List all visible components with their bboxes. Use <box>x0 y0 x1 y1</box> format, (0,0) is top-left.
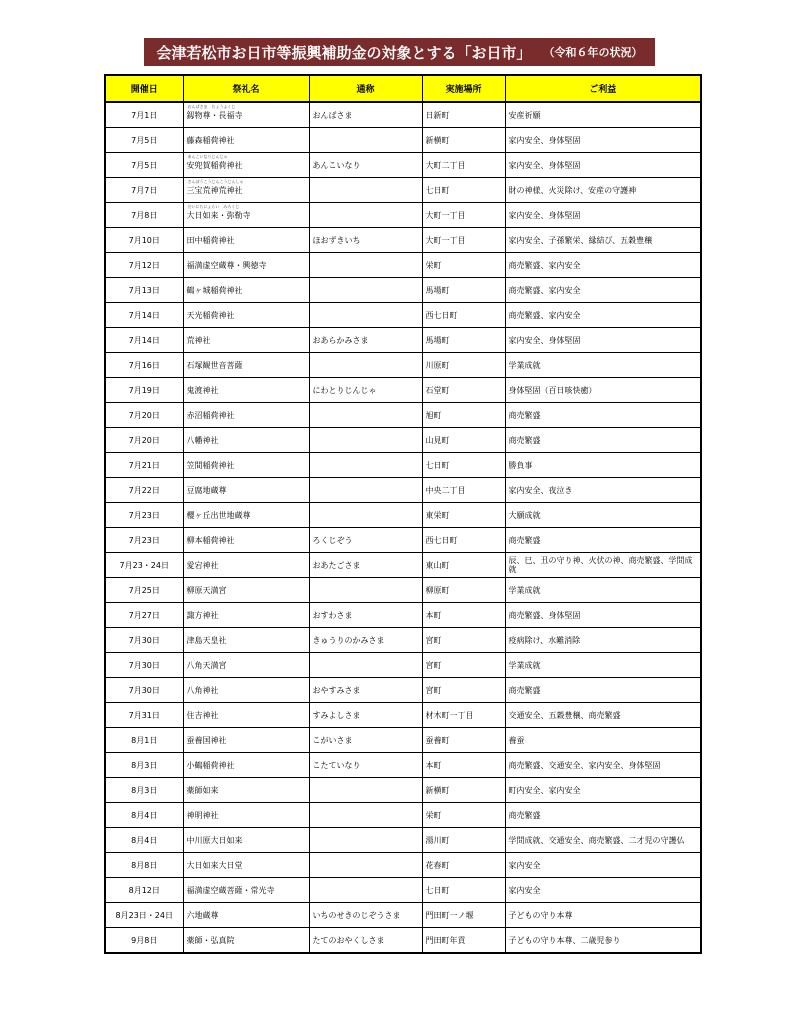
table-row <box>105 353 701 378</box>
cell-festival-name: 諏方神社 <box>183 603 309 628</box>
cell-benefit: 家内安全、身体堅固 <box>505 328 701 353</box>
cell-benefit: 家内安全、夜泣き <box>505 478 701 503</box>
cell-alias <box>309 353 422 378</box>
cell-date: 7月22日 <box>105 478 183 503</box>
cell-place: 東栄町 <box>422 503 505 528</box>
cell-place: 大町一丁目 <box>422 228 505 253</box>
cell-benefit: 子どもの守り本尊 <box>505 903 701 928</box>
page-title-banner <box>144 38 655 66</box>
table-row <box>105 778 701 803</box>
cell-alias <box>309 828 422 853</box>
cell-date: 7月30日 <box>105 678 183 703</box>
cell-place: 山見町 <box>422 428 505 453</box>
cell-date: 7月16日 <box>105 353 183 378</box>
cell-date: 8月3日 <box>105 778 183 803</box>
cell-place: 湯川町 <box>422 828 505 853</box>
cell-benefit: 家内安全、身体堅固 <box>505 203 701 228</box>
table-row <box>105 453 701 478</box>
cell-date: 7月31日 <box>105 703 183 728</box>
cell-place: 川原町 <box>422 353 505 378</box>
cell-benefit: 安産祈願 <box>505 102 701 128</box>
cell-alias: おんばさま <box>309 102 422 128</box>
table-row <box>105 428 701 453</box>
cell-alias <box>309 428 422 453</box>
table-row <box>105 102 701 128</box>
cell-festival-name: 櫻ヶ丘出世地蔵尊 <box>183 503 309 528</box>
cell-place: 西七日町 <box>422 303 505 328</box>
cell-benefit: 商売繁盛 <box>505 428 701 453</box>
cell-festival-name <box>183 178 309 203</box>
cell-benefit: 家内安全、子孫繁栄、縁結び、五穀豊穣 <box>505 228 701 253</box>
cell-alias: にわとりじんじゃ <box>309 378 422 403</box>
cell-place: 石堂町 <box>422 378 505 403</box>
cell-date: 7月19日 <box>105 378 183 403</box>
cell-festival-name: 荒神社 <box>183 328 309 353</box>
cell-alias: おすわさま <box>309 603 422 628</box>
table-row <box>105 578 701 603</box>
cell-benefit: 商売繁盛、家内安全 <box>505 278 701 303</box>
cell-alias <box>309 653 422 678</box>
cell-alias: いちのせきのじぞうさま <box>309 903 422 928</box>
cell-benefit: 交通安全、五穀豊穣、商売繁盛 <box>505 703 701 728</box>
cell-date: 8月23日・24日 <box>105 903 183 928</box>
table-row <box>105 203 701 228</box>
cell-place: 新横町 <box>422 128 505 153</box>
cell-benefit: 商売繁盛、家内安全 <box>505 253 701 278</box>
table-row <box>105 903 701 928</box>
table-row <box>105 928 701 954</box>
festival-name-text: 大日如来・弥勒寺 <box>186 210 251 220</box>
cell-place: 門田町年貢 <box>422 928 505 954</box>
cell-festival-name: 神明神社 <box>183 803 309 828</box>
page-title: 会津若松市お日市等振興補助金の対象とする「お日市」 <box>156 43 532 62</box>
cell-festival-name: 笠間稲荷神社 <box>183 453 309 478</box>
table-row <box>105 328 701 353</box>
cell-date: 7月7日 <box>105 178 183 203</box>
cell-alias: きゅうりのかみさま <box>309 628 422 653</box>
cell-benefit: 学業成就 <box>505 653 701 678</box>
cell-benefit: 学問成就、交通安全、商売繁盛、二才児の守護仏 <box>505 828 701 853</box>
cell-festival-name: 鬼渡神社 <box>183 378 309 403</box>
cell-benefit: 商売繁盛、身体堅固 <box>505 603 701 628</box>
cell-benefit: 家内安全 <box>505 878 701 903</box>
cell-festival-name: 六地蔵尊 <box>183 903 309 928</box>
cell-place: 本町 <box>422 603 505 628</box>
cell-alias: たてのおやくしさま <box>309 928 422 954</box>
cell-festival-name: 愛宕神社 <box>183 553 309 578</box>
furigana-reading: おんばさま ちょうふくじ <box>187 104 236 109</box>
table-row <box>105 228 701 253</box>
cell-date: 8月4日 <box>105 803 183 828</box>
cell-place: 宮町 <box>422 653 505 678</box>
cell-place: 本町 <box>422 753 505 778</box>
cell-place: 宮町 <box>422 628 505 653</box>
table-row <box>105 703 701 728</box>
table-row <box>105 503 701 528</box>
cell-alias <box>309 203 422 228</box>
cell-festival-name: 八角神社 <box>183 678 309 703</box>
cell-festival-name: 石塚観世音菩薩 <box>183 353 309 378</box>
cell-benefit: 大願成就 <box>505 503 701 528</box>
festival-name-text: 三宝荒神荒神社 <box>186 185 243 195</box>
furigana-reading: だいにちにょらい みろくじ <box>187 204 240 209</box>
cell-benefit: 家内安全、身体堅固 <box>505 153 701 178</box>
cell-date: 7月12日 <box>105 253 183 278</box>
cell-benefit: 商売繁盛 <box>505 528 701 553</box>
cell-benefit: 家内安全 <box>505 853 701 878</box>
cell-date: 7月5日 <box>105 153 183 178</box>
cell-date: 9月8日 <box>105 928 183 954</box>
furigana-reading: あんこいなりじんじゃ <box>187 154 228 159</box>
cell-benefit: 学業成就 <box>505 578 701 603</box>
table-row <box>105 303 701 328</box>
cell-place: 門田町一ノ堰 <box>422 903 505 928</box>
cell-alias <box>309 278 422 303</box>
cell-benefit: 商売繁盛 <box>505 678 701 703</box>
cell-alias: おやすみさま <box>309 678 422 703</box>
cell-date: 7月20日 <box>105 403 183 428</box>
cell-benefit: 財の神様、火災除け、安産の守護神 <box>505 178 701 203</box>
cell-benefit: 商売繁盛 <box>505 403 701 428</box>
table-row <box>105 628 701 653</box>
cell-date: 7月27日 <box>105 603 183 628</box>
table-row <box>105 378 701 403</box>
cell-alias <box>309 128 422 153</box>
cell-festival-name: 田中稲荷神社 <box>183 228 309 253</box>
cell-benefit: 学業成就 <box>505 353 701 378</box>
table-row <box>105 153 701 178</box>
cell-alias: すみよしさま <box>309 703 422 728</box>
cell-benefit: 辰、巳、丑の守り神、火伏の神、商売繁盛、学問成就 <box>505 553 701 578</box>
cell-alias <box>309 478 422 503</box>
cell-benefit: 勝負事 <box>505 453 701 478</box>
cell-date: 7月13日 <box>105 278 183 303</box>
cell-date: 7月14日 <box>105 328 183 353</box>
cell-festival-name: 赤沼稲荷神社 <box>183 403 309 428</box>
cell-festival-name: 福満虚空蔵菩薩・常光寺 <box>183 878 309 903</box>
table-row <box>105 603 701 628</box>
cell-alias: おあたごさま <box>309 553 422 578</box>
header-alias: 通称 <box>309 75 422 102</box>
cell-benefit: 養蚕 <box>505 728 701 753</box>
cell-alias <box>309 803 422 828</box>
table-row <box>105 728 701 753</box>
cell-alias: おあらかみさま <box>309 328 422 353</box>
header-date: 開催日 <box>105 75 183 102</box>
table-row <box>105 828 701 853</box>
cell-date: 7月1日 <box>105 102 183 128</box>
cell-benefit: 子どもの守り本尊、二歳児参り <box>505 928 701 954</box>
table-row <box>105 403 701 428</box>
cell-place: 蚕養町 <box>422 728 505 753</box>
header-festival-name: 祭礼名 <box>183 75 309 102</box>
cell-alias <box>309 878 422 903</box>
table-row <box>105 653 701 678</box>
cell-place: 花春町 <box>422 853 505 878</box>
cell-festival-name: 鶴ヶ城稲荷神社 <box>183 278 309 303</box>
cell-place: 宮町 <box>422 678 505 703</box>
cell-festival-name: 八角天満宮 <box>183 653 309 678</box>
cell-festival-name: 蚕養国神社 <box>183 728 309 753</box>
cell-alias <box>309 303 422 328</box>
cell-festival-name: 薬師・弘真院 <box>183 928 309 954</box>
cell-benefit: 身体堅固（百日咳快癒） <box>505 378 701 403</box>
cell-date: 7月20日 <box>105 428 183 453</box>
cell-alias <box>309 853 422 878</box>
header-benefit: ご利益 <box>505 75 701 102</box>
cell-alias <box>309 778 422 803</box>
cell-date: 7月8日 <box>105 203 183 228</box>
cell-date: 8月8日 <box>105 853 183 878</box>
cell-place: 材木町一丁目 <box>422 703 505 728</box>
cell-benefit: 商売繁盛、交通安全、家内安全、身体堅固 <box>505 753 701 778</box>
festival-name-text: 釼物尊・長福寺 <box>186 110 243 120</box>
cell-place: 西七日町 <box>422 528 505 553</box>
table-row <box>105 278 701 303</box>
table-row <box>105 128 701 153</box>
cell-place: 七日町 <box>422 178 505 203</box>
table-row <box>105 753 701 778</box>
page-subtitle: （令和６年の状況） <box>543 46 643 59</box>
cell-alias <box>309 578 422 603</box>
cell-festival-name: 福満虚空蔵尊・興徳寺 <box>183 253 309 278</box>
cell-place: 東山町 <box>422 553 505 578</box>
table-row <box>105 678 701 703</box>
cell-place: 日新町 <box>422 102 505 128</box>
festival-name-text: 安兜賀稲荷神社 <box>186 160 243 170</box>
header-place: 実施場所 <box>422 75 505 102</box>
cell-benefit: 家内安全、身体堅固 <box>505 128 701 153</box>
cell-place: 旭町 <box>422 403 505 428</box>
cell-festival-name: 住吉神社 <box>183 703 309 728</box>
table-row <box>105 853 701 878</box>
cell-date: 8月12日 <box>105 878 183 903</box>
cell-date: 8月3日 <box>105 753 183 778</box>
cell-festival-name: 柳原天満宮 <box>183 578 309 603</box>
cell-festival-name: 小鶴稲荷神社 <box>183 753 309 778</box>
cell-festival-name: 大日如来大日堂 <box>183 853 309 878</box>
cell-date: 7月23日 <box>105 528 183 553</box>
cell-alias <box>309 253 422 278</box>
cell-place: 馬場町 <box>422 278 505 303</box>
festival-table <box>104 74 702 954</box>
cell-benefit: 疫病除け、水難消除 <box>505 628 701 653</box>
cell-place: 栄町 <box>422 253 505 278</box>
cell-festival-name: 八幡神社 <box>183 428 309 453</box>
table-row <box>105 528 701 553</box>
cell-date: 7月30日 <box>105 628 183 653</box>
cell-alias: こがいさま <box>309 728 422 753</box>
cell-benefit: 商売繁盛 <box>505 803 701 828</box>
cell-date: 8月4日 <box>105 828 183 853</box>
cell-festival-name: 天光稲荷神社 <box>183 303 309 328</box>
cell-place: 大町一丁目 <box>422 203 505 228</box>
cell-alias <box>309 403 422 428</box>
cell-festival-name <box>183 153 309 178</box>
cell-date: 7月23日 <box>105 503 183 528</box>
cell-alias <box>309 178 422 203</box>
cell-benefit: 町内安全、家内安全 <box>505 778 701 803</box>
cell-place: 七日町 <box>422 453 505 478</box>
cell-date: 7月10日 <box>105 228 183 253</box>
cell-place: 大町二丁目 <box>422 153 505 178</box>
cell-date: 7月25日 <box>105 578 183 603</box>
table-row <box>105 803 701 828</box>
cell-date: 7月23・24日 <box>105 553 183 578</box>
cell-place: 柳原町 <box>422 578 505 603</box>
cell-festival-name: 薬師如来 <box>183 778 309 803</box>
cell-place: 七日町 <box>422 878 505 903</box>
cell-festival-name: 柳本稲荷神社 <box>183 528 309 553</box>
cell-alias: ろくじぞう <box>309 528 422 553</box>
cell-alias: あんこいなり <box>309 153 422 178</box>
table-row <box>105 878 701 903</box>
cell-alias: ほおずきいち <box>309 228 422 253</box>
cell-alias <box>309 503 422 528</box>
cell-festival-name: 中川原大日如来 <box>183 828 309 853</box>
cell-date: 7月30日 <box>105 653 183 678</box>
cell-place: 馬場町 <box>422 328 505 353</box>
cell-festival-name <box>183 203 309 228</box>
cell-date: 7月21日 <box>105 453 183 478</box>
cell-festival-name: 津島天皇社 <box>183 628 309 653</box>
cell-alias <box>309 453 422 478</box>
cell-date: 7月5日 <box>105 128 183 153</box>
cell-festival-name: 豆腐地蔵尊 <box>183 478 309 503</box>
cell-place: 栄町 <box>422 803 505 828</box>
cell-date: 8月1日 <box>105 728 183 753</box>
cell-place: 中央二丁目 <box>422 478 505 503</box>
table-row <box>105 178 701 203</box>
table-row <box>105 253 701 278</box>
table-row <box>105 553 701 578</box>
cell-alias: こたていなり <box>309 753 422 778</box>
furigana-reading: さんぽうこうじんこうじんしゃ <box>187 179 244 184</box>
table-header-row <box>105 75 701 102</box>
cell-festival-name <box>183 102 309 128</box>
cell-benefit: 商売繁盛、家内安全 <box>505 303 701 328</box>
cell-date: 7月14日 <box>105 303 183 328</box>
cell-festival-name: 藤森稲荷神社 <box>183 128 309 153</box>
table-row <box>105 478 701 503</box>
cell-place: 新横町 <box>422 778 505 803</box>
